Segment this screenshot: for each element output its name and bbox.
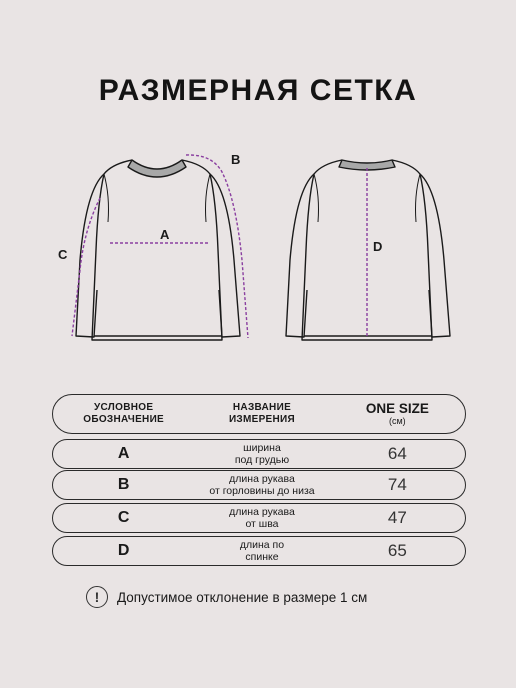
table-row xyxy=(52,470,466,500)
note-text: Допустимое отклонение в размере 1 см xyxy=(117,589,368,605)
front-body xyxy=(92,160,222,340)
tolerance-note xyxy=(86,584,367,610)
header-measurement-name: НАЗВАНИЕ ИЗМЕРЕНИЯ xyxy=(228,402,296,425)
row-description: ширина под грудью xyxy=(234,442,290,466)
front-sweatshirt xyxy=(76,160,240,340)
label-a: A xyxy=(160,227,170,242)
row-value: 65 xyxy=(387,541,407,560)
exclamation-icon: ! xyxy=(86,586,108,608)
back-sweatshirt xyxy=(286,160,450,340)
row-description: длина рукава от шва xyxy=(229,506,295,530)
row-value: 47 xyxy=(387,508,407,527)
label-b: B xyxy=(231,152,241,167)
sweatshirt-diagram xyxy=(0,140,516,360)
table-row xyxy=(52,503,466,533)
table-row xyxy=(52,439,466,469)
row-letter: A xyxy=(117,445,130,462)
row-letter: C xyxy=(117,509,130,526)
table-header xyxy=(52,394,466,434)
page-title: РАЗМЕРНАЯ СЕТКА xyxy=(98,74,418,107)
table-row xyxy=(52,536,466,566)
row-letter: D xyxy=(117,542,130,559)
row-description: длина рукава от горловины до низа xyxy=(209,473,315,497)
label-c: C xyxy=(58,247,68,262)
label-d: D xyxy=(373,239,383,254)
row-letter: B xyxy=(117,476,130,493)
header-designation: УСЛОВНОЕ ОБОЗНАЧЕНИЕ xyxy=(83,402,165,425)
row-value: 74 xyxy=(387,475,407,494)
header-size: ONE SIZE (см) xyxy=(365,400,429,426)
row-description: длина по спинке xyxy=(239,539,285,563)
front-collar xyxy=(128,160,186,177)
row-value: 64 xyxy=(387,444,407,463)
